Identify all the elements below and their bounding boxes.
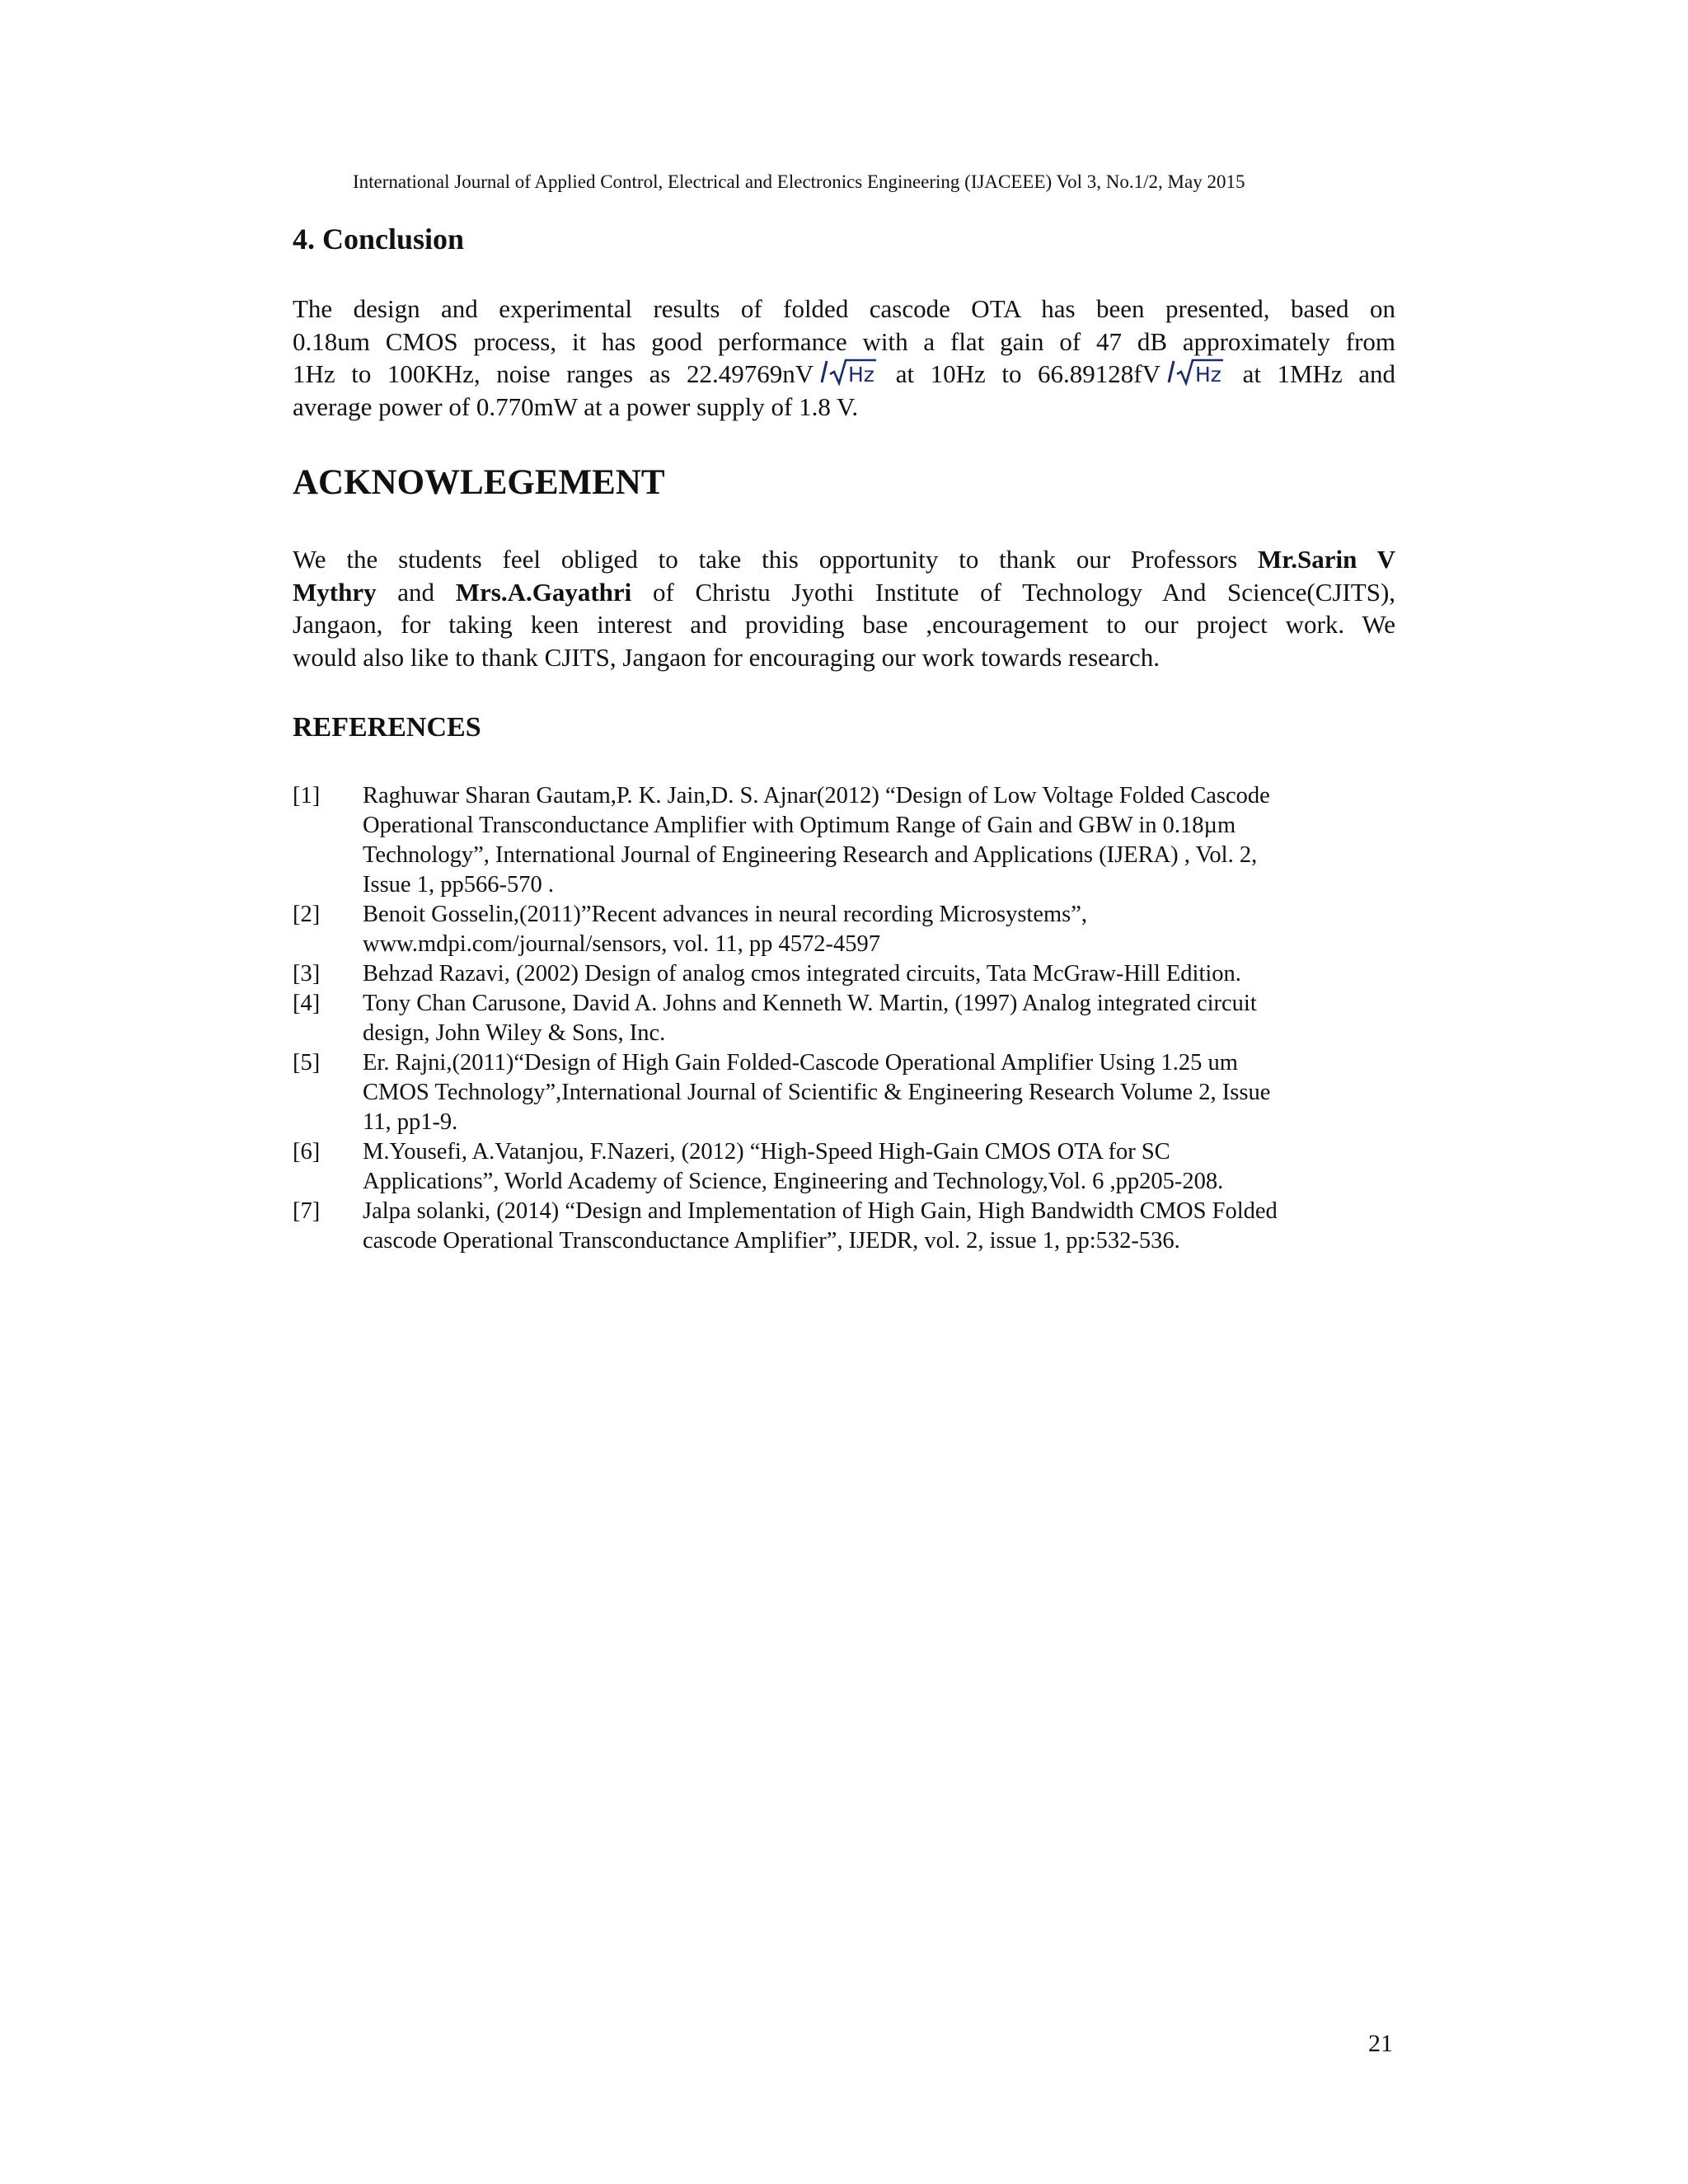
acknowledgement-line: Jangaon, for taking keen interest and providing base ,encouragement to our project work. We xyxy=(293,610,1395,639)
professor-name: Mr.Sarin V xyxy=(1258,545,1395,574)
conclusion-text: 1Hz to 100KHz, noise ranges as 22.49769nV xyxy=(293,359,814,388)
conclusion-heading: 4. Conclusion xyxy=(293,223,465,255)
acknowledgement-line: would also like to thank CJITS, Jangaon for encouraging our work towards research. xyxy=(293,642,1160,672)
reference-line: Applications”, World Academy of Science, Engineering and Technology,Vol. 6 ,pp205-208. xyxy=(363,1169,1224,1194)
acknowledgement-line xyxy=(293,576,1395,609)
reference-text xyxy=(363,781,1397,900)
reference-number: [5] xyxy=(293,1050,321,1076)
reference-text xyxy=(363,1048,1397,1137)
conclusion-text: at 10Hz to 66.89128fV xyxy=(895,359,1160,388)
reference-line: Issue 1, pp566-570 . xyxy=(363,872,554,898)
reference-number: [1] xyxy=(293,783,321,808)
acknowledgement-paragraph xyxy=(293,543,1395,673)
professor-name: Mrs.A.Gayathri xyxy=(455,577,632,607)
reference-line: Er. Rajni,(2011)“Design of High Gain Folded-Cascode Operational Amplifier Using 1.25 um xyxy=(363,1050,1238,1076)
acknowledgement-text: of Christu Jyothi Institute of Technology And Science(CJITS), xyxy=(652,577,1396,607)
sqrt-unit-label: Hz xyxy=(848,363,875,386)
reference-text xyxy=(363,989,1397,1048)
reference-item xyxy=(293,959,1397,989)
reference-line: design, John Wiley & Sons, Inc. xyxy=(363,1020,666,1046)
reference-line: Operational Transconductance Amplifier with Optimum Range of Gain and GBW in 0.18µm xyxy=(363,813,1236,838)
conclusion-line: The design and experimental results of folded cascode OTA has been presented, based on xyxy=(293,294,1395,323)
reference-line: Behzad Razavi, (2002) Design of analog cmos integrated circuits, Tata McGraw-Hill Edition. xyxy=(363,961,1241,987)
reference-line: www.mdpi.com/journal/sensors, vol. 11, pp 4572-4597 xyxy=(363,931,881,957)
reference-number: [4] xyxy=(293,991,321,1016)
references-heading: REFERENCES xyxy=(293,712,481,743)
reference-item xyxy=(293,1137,1397,1197)
reference-list xyxy=(293,781,1397,1256)
reference-line: Tony Chan Carusone, David A. Johns and Kenneth W. Martin, (1997) Analog integrated circuit xyxy=(363,991,1257,1016)
acknowledgement-line xyxy=(293,543,1395,576)
reference-line: Technology”, International Journal of Engineering Research and Applications (IJERA) , Vol. 2, xyxy=(363,842,1258,868)
reference-item xyxy=(293,1048,1397,1137)
acknowledgement-text: and xyxy=(397,577,435,607)
reference-line: Jalpa solanki, (2014) “Design and Implementation of High Gain, High Bandwidth CMOS Folded xyxy=(363,1198,1278,1224)
reference-text xyxy=(363,1197,1397,1256)
reference-item xyxy=(293,781,1397,900)
conclusion-line: average power of 0.770mW at a power supply of 1.8 V. xyxy=(293,391,859,421)
page-number: 21 xyxy=(1368,2030,1393,2057)
reference-number: [3] xyxy=(293,961,321,987)
reference-text xyxy=(363,959,1397,989)
reference-item xyxy=(293,989,1397,1048)
reference-line: Raghuwar Sharan Gautam,P. K. Jain,D. S. Ajnar(2012) “Design of Low Voltage Folded Cascode xyxy=(363,783,1270,808)
reference-line: Benoit Gosselin,(2011)”Recent advances in neural recording Microsystems”, xyxy=(363,902,1088,927)
acknowledgement-heading: ACKNOWLEGEMENT xyxy=(293,463,665,502)
reference-number: [2] xyxy=(293,902,321,927)
sqrt-unit-label: Hz xyxy=(1195,363,1221,386)
reference-item xyxy=(293,1197,1397,1256)
professor-name: Mythry xyxy=(293,577,377,607)
reference-text xyxy=(363,900,1397,959)
conclusion-paragraph xyxy=(293,293,1395,423)
reference-number: [7] xyxy=(293,1198,321,1224)
reference-text xyxy=(363,1137,1397,1197)
reference-line: 11, pp1-9. xyxy=(363,1109,458,1135)
slash-sqrt-hz-icon xyxy=(1162,358,1225,386)
slash-sqrt-hz-icon xyxy=(815,358,878,386)
reference-item xyxy=(293,900,1397,959)
conclusion-text: at 1MHz and xyxy=(1242,359,1396,388)
reference-line: CMOS Technology”,International Journal of Scientific & Engineering Research Volume 2, Issue xyxy=(363,1080,1271,1105)
conclusion-line: 0.18um CMOS process, it has good performance with a flat gain of 47 dB approximately from xyxy=(293,326,1395,356)
acknowledgement-text: We the students feel obliged to take this opportunity to thank our Professors xyxy=(293,545,1238,574)
reference-number: [6] xyxy=(293,1139,321,1165)
journal-running-header: International Journal of Applied Control, Electrical and Electronics Engineering (IJACEEE) Vol 3, No.1/2, May 2015 xyxy=(353,171,1245,192)
reference-line: cascode Operational Transconductance Amplifier”, IJEDR, vol. 2, issue 1, pp:532-536. xyxy=(363,1228,1180,1254)
conclusion-line-with-units xyxy=(293,358,1395,391)
reference-line: M.Yousefi, A.Vatanjou, F.Nazeri, (2012) “High-Speed High-Gain CMOS OTA for SC xyxy=(363,1139,1170,1165)
